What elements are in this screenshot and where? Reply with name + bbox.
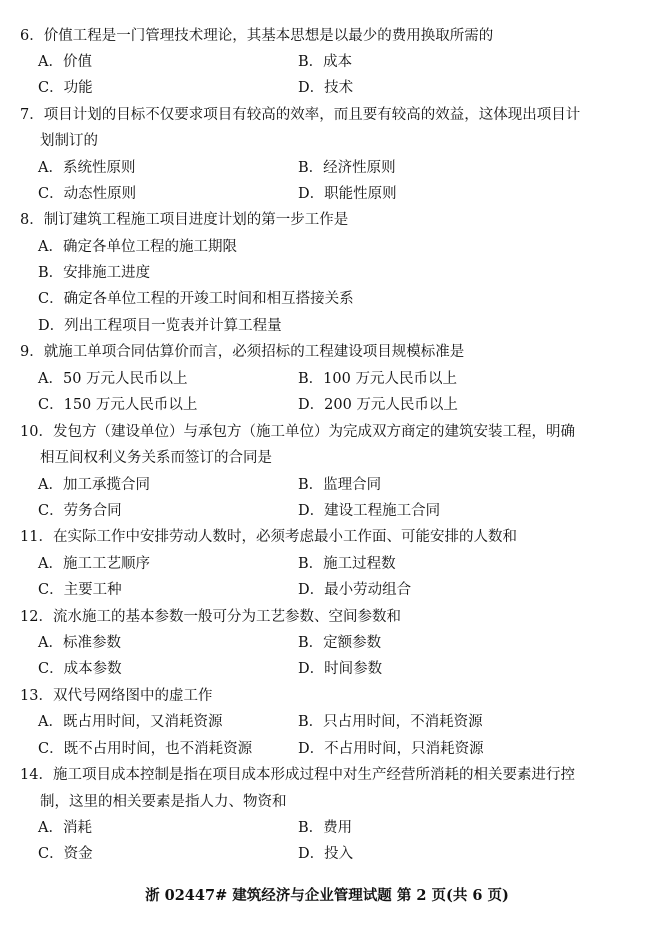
question-9-option-d: D．200 万元人民币以上 (298, 397, 458, 413)
question-13-option-b: B．只占用时间，不消耗资源 (298, 714, 483, 730)
question-9-stem: 9．就施工单项合同估算价而言，必须招标的工程建设项目规模标准是 (20, 344, 465, 360)
question-14-option-a: A．消耗 (38, 820, 92, 836)
question-14-stem-continued: 制，这里的相关要素是指人力、物资和 (40, 794, 287, 810)
question-12-stem: 12．流水施工的基本参数一般可分为工艺参数、空间参数和 (20, 609, 401, 625)
question-6-option-d: D．技术 (298, 80, 354, 96)
question-7-option-a: A．系统性原则 (38, 160, 136, 176)
question-14-stem: 14．施工项目成本控制是指在项目成本形成过程中对生产经营所消耗的相关要素进行控 (20, 767, 575, 783)
question-8-option-a: A．确定各单位工程的施工期限 (38, 239, 237, 255)
question-12-option-d: D．时间参数 (298, 661, 383, 677)
question-8-option-d: D．列出工程项目一览表并计算工程量 (38, 318, 282, 334)
question-12-option-b: B．定额参数 (298, 635, 382, 651)
question-6-option-b: B．成本 (298, 54, 353, 70)
question-11-option-d: D．最小劳动组合 (298, 582, 412, 598)
question-8-option-b: B．安排施工进度 (38, 265, 151, 281)
question-7-stem-continued: 划制订的 (40, 133, 98, 149)
question-10-option-d: D．建设工程施工合同 (298, 503, 441, 519)
question-8-option-c: C．确定各单位工程的开竣工时间和相互搭接关系 (38, 291, 354, 307)
question-13-option-a: A．既占用时间，又消耗资源 (38, 714, 223, 730)
page-footer: 浙 02447# 建筑经济与企业管理试题 第 2 页(共 6 页) (145, 887, 509, 904)
question-7-option-c: C．动态性原则 (38, 186, 137, 202)
question-11-option-b: B．施工过程数 (298, 556, 396, 572)
question-6-option-c: C．功能 (38, 80, 93, 96)
question-13-option-d: D．不占用时间，只消耗资源 (298, 741, 484, 757)
question-14-option-c: C．资金 (38, 846, 93, 862)
question-6-stem: 6．价值工程是一门管理技术理论，其基本思想是以最少的费用换取所需的 (20, 28, 494, 44)
question-12-option-c: C．成本参数 (38, 661, 122, 677)
question-7-stem: 7．项目计划的目标不仅要求项目有较高的效率，而且要有较高的效益，这体现出项目计 (20, 107, 581, 123)
question-9-option-a: A．50 万元人民币以上 (38, 371, 188, 387)
question-10-option-a: A．加工承揽合同 (38, 477, 150, 493)
question-11-option-a: A．施工工艺顺序 (38, 556, 150, 572)
question-11-stem: 11．在实际工作中安排劳动人数时，必须考虑最小工作面、可能安排的人数和 (20, 529, 517, 545)
question-13-option-c: C．既不占用时间，也不消耗资源 (38, 741, 253, 757)
question-12-option-a: A．标准参数 (38, 635, 121, 651)
question-7-option-d: D．职能性原则 (298, 186, 397, 202)
question-14-option-b: B．费用 (298, 820, 353, 836)
question-9-option-c: C．150 万元人民币以上 (38, 397, 198, 413)
question-9-option-b: B．100 万元人民币以上 (298, 371, 457, 387)
question-10-stem-continued: 相互间权利义务关系而签订的合同是 (40, 450, 272, 466)
question-10-stem: 10．发包方（建设单位）与承包方（施工单位）为完成双方商定的建筑安装工程，明确 (20, 424, 575, 440)
question-10-option-b: B．监理合同 (298, 477, 382, 493)
question-10-option-c: C．劳务合同 (38, 503, 122, 519)
question-8-stem: 8．制订建筑工程施工项目进度计划的第一步工作是 (20, 212, 349, 228)
question-13-stem: 13．双代号网络图中的虚工作 (20, 688, 213, 704)
question-14-option-d: D．投入 (298, 846, 354, 862)
question-11-option-c: C．主要工种 (38, 582, 122, 598)
question-6-option-a: A．价值 (38, 54, 92, 70)
question-7-option-b: B．经济性原则 (298, 160, 396, 176)
